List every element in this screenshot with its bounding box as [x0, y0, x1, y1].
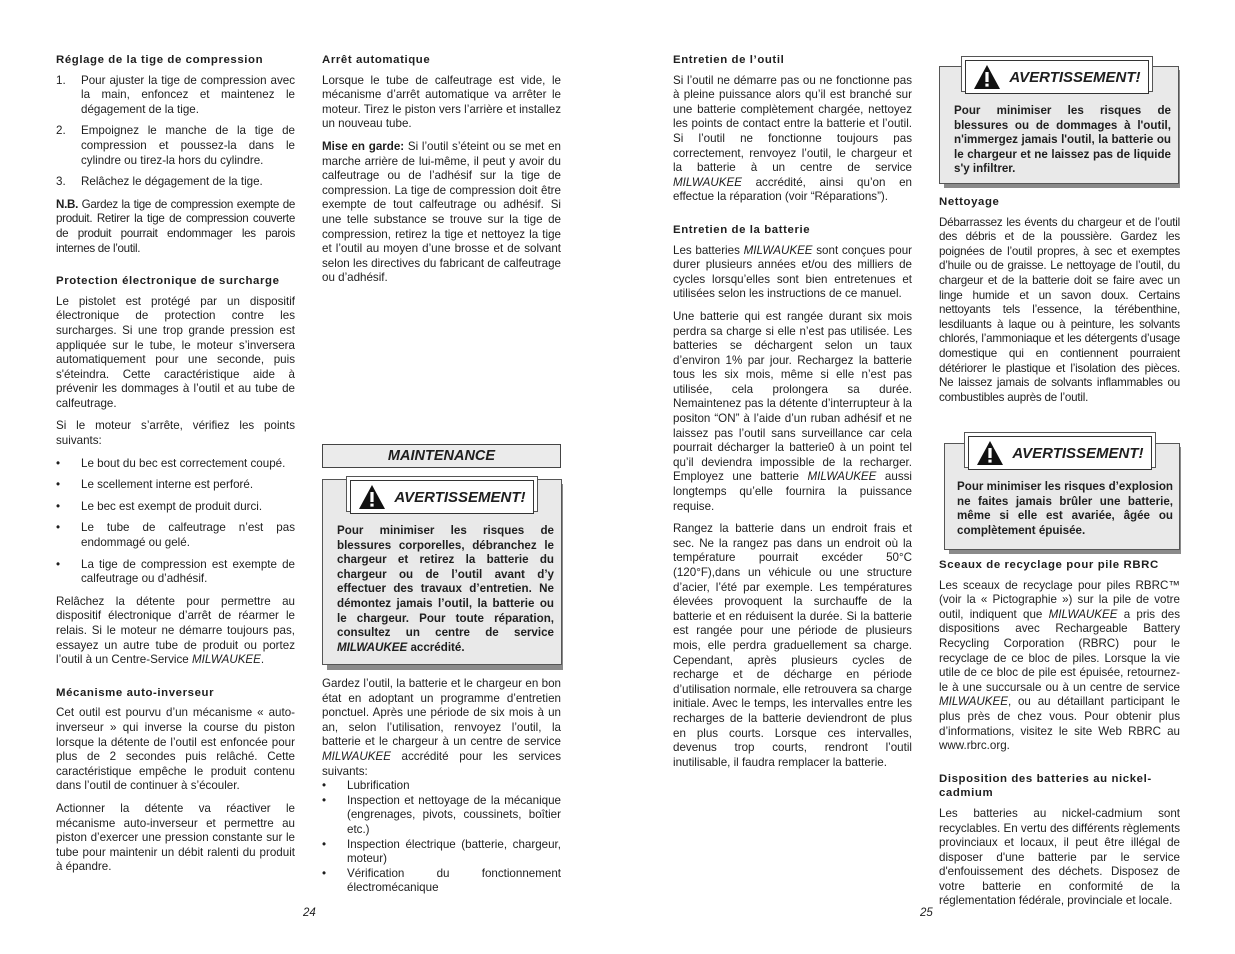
maintenance-title: MAINTENANCE — [322, 444, 561, 468]
list-item: 3. Relâchez le dégagement de la tige. — [56, 175, 263, 189]
warning-text: Pour minimiser les risques de blessures ou de dommages à l'outil, n'immergez jamais l'outil, la batterie ou le chargeur et ne laissez pas de liquide s'y infiltrer. — [954, 104, 1171, 176]
warning-icon — [973, 64, 1001, 90]
services-list — [322, 779, 561, 896]
batterie-paragraph-3: Rangez la batterie dans un endroit frais et sec. Ne la rangez pas dans un endroit où la température pourrait excéder 50°C (120°F),dans un véhicule ou une structure d’acier, l’été par exemple. Les températures élevées provoquent la surchauffe de la batterie et en réduisent la durée. Si la batterie est rangée pour une période de plusieurs mois, elle perdra graduellement sa charge. Cependant, après plusieurs cycles de recharge et de décharge en période d’utilisation normale, elle retrouvera sa charge initiale. Avec le temps, les intervalles entre les recharges de la batterie deviendront de plus en plus courts. Lorsque ces intervalles, devenus trop courts, rendront l’outil inutilisable, il faudra remplacer la batterie. — [673, 522, 912, 769]
warning-icon — [358, 484, 386, 510]
heading-nettoyage: Nettoyage — [939, 196, 1000, 208]
rbrc-paragraph: Les sceaux de recyclage pour piles RBRC™ (voir la « Pictographie ») sur la pile de votre outil, indiquent que MILWAUKEE a pris des dispositions avec Rechargeable Battery Recycling Corporation (RBRC) pour le recyclage de ce bloc de piles. Lorsque la vie utile de ce bloc de pile est épuisée, retournez-le à une succursale ou à un centre de service MILWAUKEE, ou au détaillant participant le plus près de chez vous. Pour obtenir plus d’informations, visitez le site Web RBRC au www.rbrc.org. — [939, 578, 1180, 753]
list-item: • Vérification du fonctionnement électromécanique — [322, 866, 561, 895]
heading-entretien-batterie: Entretien de la batterie — [673, 223, 811, 236]
actionner-paragraph: Actionner la détente va réactiver le mécanisme auto-inverseur et permettre au piston d’exercer une pression constante sur le tube pour maintenir un débit ralenti du produit à épandre. — [56, 801, 295, 874]
heading-auto-inverseur: Mécanisme auto-inverseur — [56, 686, 215, 699]
warning-title: AVERTISSEMENT! — [1012, 444, 1144, 462]
mise-en-garde-paragraph: Mise en garde: Si l’outil s’éteint ou se met en marche arrière de lui-même, il peut y avoir du calfeutrage ou de l’adhésif sur la tige de compression. La tige de compression doit être exempte de tout calfeutrage ou adhésif. Si une telle substance se trouve sur la tige de compression, retirez la tige et nettoyez la tige et l’outil au moyen d’une brosse et de solvant selon les directives du fabricant de calfeutrage ou d’adhésif. — [322, 139, 561, 285]
auto-paragraph: Cet outil est pourvu d’un mécanisme « auto-inverseur » qui inverse la course du piston lorsque la détente de l’outil est enfoncée pour plus de 2 secondes puis relâché. Cette caractéristique empêche le produit contenu dans l’outil de continuer à s’écouler. — [56, 706, 295, 793]
heading-tige: Réglage de la tige de compression — [56, 54, 264, 66]
nb-paragraph: N.B. Gardez la tige de compression exempte de produit. Retirer la tige de compression couverte de produit pourrait endommager les parois internes de l’outil. — [56, 197, 295, 255]
list-item: • Le bout du bec est correctement coupé. — [56, 456, 286, 470]
gardez-paragraph: Gardez l’outil, la batterie et le chargeur en bon état en adoptant un programme d’entretien ponctuel. Après une période de six mois à un an, selon l’utilisation, renvoyez l’outil, la batterie et le chargeur à un centre de service MILWAUKEE accrédité pour les services suivants: — [322, 677, 561, 778]
relachez-paragraph: Relâchez la détente pour permettre au dispositif électronique d’arrêt de réarmer le relais. Si le moteur ne démarre toujours pas, essayez un autre tube de produit ou portez l’outil à un Centre-Service MILWAUKEE. — [56, 594, 295, 667]
list-item: • Lubrification — [322, 779, 410, 793]
entretien-paragraph: Si l’outil ne démarre pas ou ne fonctionne pas à pleine puissance alors qu’il est branché sur une batterie complètement chargée, nettoyez les points de contact entre la batterie et l’outil. Si l’outil ne fonctionne toujours pas correctement, renvoyez l’outil, le chargeur et la batterie à un centre de service MILWAUKEE accrédité, ainsi qu’on en effectue la réparation (voir “Réparations”). — [673, 73, 912, 204]
tige-steps — [56, 74, 295, 190]
list-item: • Le bec est exempt de produit durci. — [56, 499, 263, 513]
warning-box-maintenance — [322, 476, 566, 672]
column-1 — [56, 53, 295, 883]
warning-title: AVERTISSEMENT! — [394, 488, 526, 506]
disposition-paragraph: Les batteries au nickel-cadmium sont recyclables. En vertu des différents règlements provinciaux et locaux, il peut être illégal de disposer d'une batterie par le service d'enfouissement des déchets. Disposez de votre batterie en conformité de la réglementation fédérale, provinciale et locale. — [939, 806, 1180, 908]
heading-entretien-outil: Entretien de l’outil — [673, 54, 785, 66]
column-2-lower — [322, 677, 561, 896]
arret-paragraph: Lorsque le tube de calfeutrage est vide, le mécanisme d’arrêt automatique va arrêter le moteur. Tirez le piston vers l’arrière et installez un nouveau tube. — [322, 73, 561, 131]
verify-paragraph: Si le moteur s’arrête, vérifiez les points suivants: — [56, 419, 295, 448]
column-2 — [322, 53, 561, 294]
column-4-lower — [939, 558, 1180, 917]
protection-paragraph: Le pistolet est protégé par un dispositif électronique de protection contre les surcharges. Si une trop grande pression est appliquée sur le tube, le moteur s’inversera automatiquement pour une seconde, puis s'éteindra. Cette caractéristique aide à prévenir les dommages à l’outil et au tube de calfeutrage. — [56, 294, 295, 410]
list-item: • Le tube de calfeutrage n’est pas endommagé ou gelé. — [56, 521, 295, 550]
heading-rbrc: Sceaux de recyclage pour pile RBRC — [939, 559, 1159, 571]
column-4-upper — [939, 195, 1180, 413]
warning-title: AVERTISSEMENT! — [1009, 68, 1141, 86]
verify-list — [56, 457, 295, 587]
list-item: 2. Empoignez le manche de la tige de compression et poussez-la dans le cylindre ou tirez-la hors du cylindre. — [56, 124, 295, 167]
list-item: • Inspection électrique (batterie, chargeur, moteur) — [322, 837, 561, 866]
page-number-right: 25 — [920, 907, 933, 919]
batterie-paragraph-2: Une batterie qui est rangée durant six mois perdra sa charge si elle n’est pas utilisée. Les batteries se déchargent selon un taux d’environ 1% par jour. Rechargez la batterie tous les six mois, même si elle n’est pas utilisée, cela prolongera sa durée. Nemaintenez pas la détente d’interrupteur à la positon “ON” à l’aide d’un ruban adhésif et ne laissez pas l’outil sans surveillance car cela pourrait décharger la batterie0 à un point tel qu’il deviendra impossible de la recharger. Employez une batterie MILWAUKEE aussi longtemps qu’elle fournira la puissance requise. — [673, 309, 912, 513]
column-3 — [673, 53, 912, 778]
heading-protection: Protection électronique de surcharge — [56, 275, 280, 288]
heading-disposition: Disposition des batteries au nickel-cadmium — [939, 772, 1152, 800]
warning-text: Pour minimiser les risques de blessures corporelles, débranchez le chargeur et retirez la batterie du chargeur ou de l’outil avant d’y effectuer des travaux d’entretien. Ne démontez jamais l’outil, la batterie ou le chargeur. Pour toute réparation, consultez un centre de service MILWAUKEE accrédité. — [337, 524, 554, 654]
nettoyage-paragraph: Débarrassez les évents du chargeur et de l’outil des débris et de la poussière. Gardez les poignées de l’outil propres, à sec et exemptes d’huile ou de graisse. Le nettoyage de l’outil, du chargeur et de la batterie doit se faire avec un linge humide et un savon doux. Certains nettoyants tels l’essence, la térébenthine, lesdiluants à laque ou à peinture, les solvants chlorés, l’ammoniaque et les détergents d’usage domestique qui en contiennent pourraient détériorer le plastique et l’isolation des pièces. Ne laissez jamais de solvants inflammables ou combustibles auprès de l’outil. — [939, 215, 1180, 404]
batterie-paragraph-1: Les batteries MILWAUKEE sont conçues pour durer plusieurs années et/ou des milliers de cycles lorsqu’elles sont bien entretenues et utilisées selon les instructions de ce manuel. — [673, 243, 913, 301]
warning-box-explosion — [944, 432, 1184, 556]
warning-icon — [976, 440, 1004, 466]
list-item: • Inspection et nettoyage de la mécanique (engrenages, pivots, coussinets, boîtier etc.) — [322, 793, 561, 836]
list-item: 1. Pour ajuster la tige de compression avec la main, enfoncez et maintenez le dégagement de la tige. — [56, 73, 295, 116]
heading-arret: Arrêt automatique — [322, 54, 431, 66]
page-number-left: 24 — [303, 907, 316, 919]
list-item: • La tige de compression est exempte de calfeutrage ou d’adhésif. — [56, 557, 295, 586]
warning-box-immersion — [939, 56, 1183, 190]
list-item: • Le scellement interne est perforé. — [56, 478, 254, 492]
warning-text: Pour minimiser les risques d’explosion ne faites jamais brûler une batterie, même si elle est avariée, âgée ou complètement épuisée. — [957, 480, 1173, 537]
